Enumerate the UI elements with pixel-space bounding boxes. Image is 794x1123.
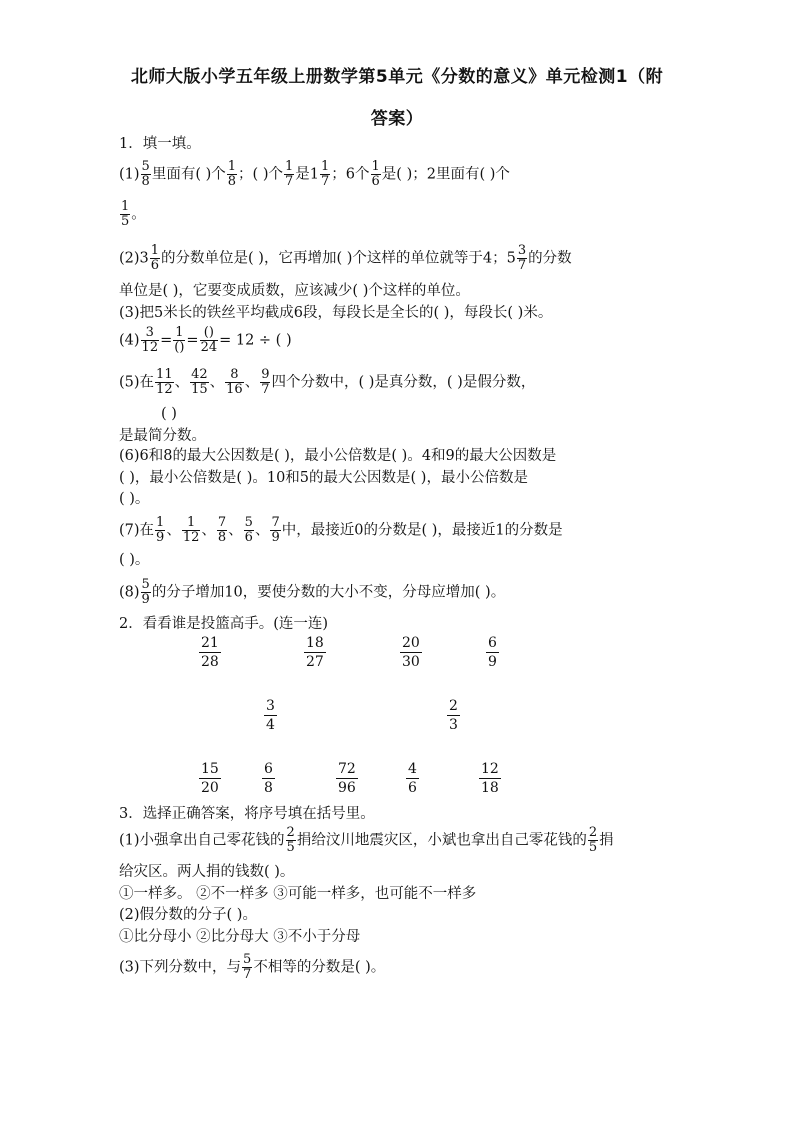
section-2-heading: 2．看看谁是投篮高手。(连一连): [119, 616, 329, 632]
fraction: $\frac{2}{5}$: [286, 825, 295, 855]
fraction: $\frac{1}{9}$: [156, 515, 165, 545]
basket-target-1[interactable]: 3 4: [266, 698, 275, 733]
question-1-5-cont: 是最简分数。: [119, 428, 206, 444]
basket-target-2[interactable]: 2 3: [449, 698, 458, 733]
basket-fraction-top-4[interactable]: 6 9: [488, 635, 497, 670]
question-3-3: (3)下列分数中，与 $\frac{5}{7}$ 不相等的分数是( )。: [119, 952, 386, 982]
basket-fraction-top-3[interactable]: 20 30: [402, 635, 420, 670]
page-title-continued: 答案）: [370, 109, 424, 129]
fraction: $\frac{7}{9}$: [271, 515, 280, 545]
fraction: $\frac{()}{24}$: [200, 325, 218, 355]
fraction: $\frac{11}{12}$: [156, 367, 173, 397]
section-3-heading: 3．选择正确答案，将序号填在括号里。: [119, 806, 375, 822]
question-1-5: (5)在 $\frac{11}{12}$ 、 $\frac{42}{15}$ 、 $\frac{8}{16}$ 、 $\frac{9}{7}$ 四个分数中，( )是真分数，( )是假分数，: [119, 367, 536, 397]
fraction: $\frac{3}{12}$: [141, 325, 159, 355]
basket-fraction-top-1[interactable]: 21 28: [201, 635, 219, 670]
basket-fraction-bottom-3[interactable]: 72 96: [338, 761, 356, 796]
question-1-1-cont: $\frac{1}{5}$ 。: [121, 199, 146, 229]
question-1-3: (3)把5米长的铁丝平均截成6段，每段长是全长的( )，每段长( )米。: [119, 305, 553, 321]
question-1-6: (6)6和8的最大公因数是( )，最小公倍数是( )。4和9的最大公因数是: [119, 448, 557, 464]
question-1-2-cont: 单位是( )，它要变成质数，应该减少( )个这样的单位。: [119, 283, 470, 299]
section-1-heading: 1．填一填。: [119, 136, 201, 152]
question-1-6-cont-2: ( )。: [119, 491, 150, 507]
fraction: $\frac{5}{9}$: [141, 577, 150, 607]
basket-fraction-bottom-4[interactable]: 4 6: [408, 761, 417, 796]
question-3-1-options: ①一样多。 ②不一样多 ③可能一样多，也可能不一样多: [119, 886, 477, 902]
question-3-2-options: ①比分母小 ②比分母大 ③不小于分母: [119, 929, 361, 945]
question-1-8: (8) $\frac{5}{9}$ 的分子增加10，要使分数的大小不变，分母应增加( )。: [119, 577, 506, 607]
fraction: $\frac{3}{7}$: [517, 243, 527, 273]
fraction: $\frac{1}{6}$: [150, 243, 160, 273]
fraction: $\frac{1}{6}$: [371, 159, 380, 189]
fraction: $\frac{42}{15}$: [191, 367, 208, 397]
fraction: $\frac{1}{8}$: [227, 159, 237, 189]
question-1-6-cont: ( )，最小公倍数是( )。10和5的最大公因数是( )，最小公倍数是: [119, 470, 528, 486]
fraction: $\frac{5}{6}$: [244, 515, 253, 545]
question-3-1: (1)小强拿出自己零花钱的 $\frac{2}{5}$ 捐给汶川地震灾区，小斌也拿出自己零花钱的 $\frac{2}{5}$ 捐: [119, 825, 614, 855]
page-title: 北师大版小学五年级上册数学第5单元《分数的意义》单元检测1（附: [130, 67, 664, 87]
fraction: $\frac{7}{8}$: [217, 515, 227, 545]
fraction: $\frac{5}{8}$: [141, 159, 150, 189]
question-1-7-cont: ( )。: [119, 552, 150, 568]
fraction: $\frac{1}{5}$: [121, 199, 130, 229]
fraction: $\frac{2}{5}$: [588, 825, 598, 855]
question-1-1: (1) $\frac{5}{8}$ 里面有( )个 $\frac{1}{8}$ ；( )个 $\frac{1}{7}$ 是1 $\frac{1}{7}$ ；6个 $\frac{1}{6}$ 是( )；2里面有( )个: [119, 159, 510, 189]
fraction: $\frac{1}{12}$: [182, 515, 200, 545]
question-1-2: (2)3 $\frac{1}{6}$ 的分数单位是( )，它再增加( )个这样的单位就等于4；5 $\frac{3}{7}$ 的分数: [119, 243, 572, 273]
question-1-5-blank: ( ): [161, 406, 177, 422]
basket-fraction-bottom-2[interactable]: 6 8: [264, 761, 273, 796]
fraction: $\frac{1}{7}$: [321, 159, 330, 189]
question-1-7: (7)在 $\frac{1}{9}$ 、 $\frac{1}{12}$ 、 $\frac{7}{8}$ 、 $\frac{5}{6}$ 、 $\frac{7}{9}$ 中，最接近0的分数是( )，最接近1的分数是: [119, 515, 563, 545]
fraction: $\frac{9}{7}$: [261, 367, 270, 397]
question-1-4: (4) $\frac{3}{12}$ = $\frac{1}{()}$ = $\frac{()}{24}$ = 12 ÷ ( ): [119, 325, 292, 355]
basket-fraction-bottom-1[interactable]: 15 20: [201, 761, 219, 796]
basket-fraction-top-2[interactable]: 18 27: [306, 635, 324, 670]
question-3-1-cont: 给灾区。两人捐的钱数( )。: [119, 864, 295, 880]
question-3-2: (2)假分数的分子( )。: [119, 907, 257, 923]
fraction: $\frac{8}{16}$: [226, 367, 243, 397]
basket-fraction-bottom-5[interactable]: 12 18: [481, 761, 499, 796]
fraction: $\frac{1}{()}$: [174, 325, 185, 355]
fraction: $\frac{1}{7}$: [284, 159, 294, 189]
fraction: $\frac{5}{7}$: [243, 952, 252, 982]
